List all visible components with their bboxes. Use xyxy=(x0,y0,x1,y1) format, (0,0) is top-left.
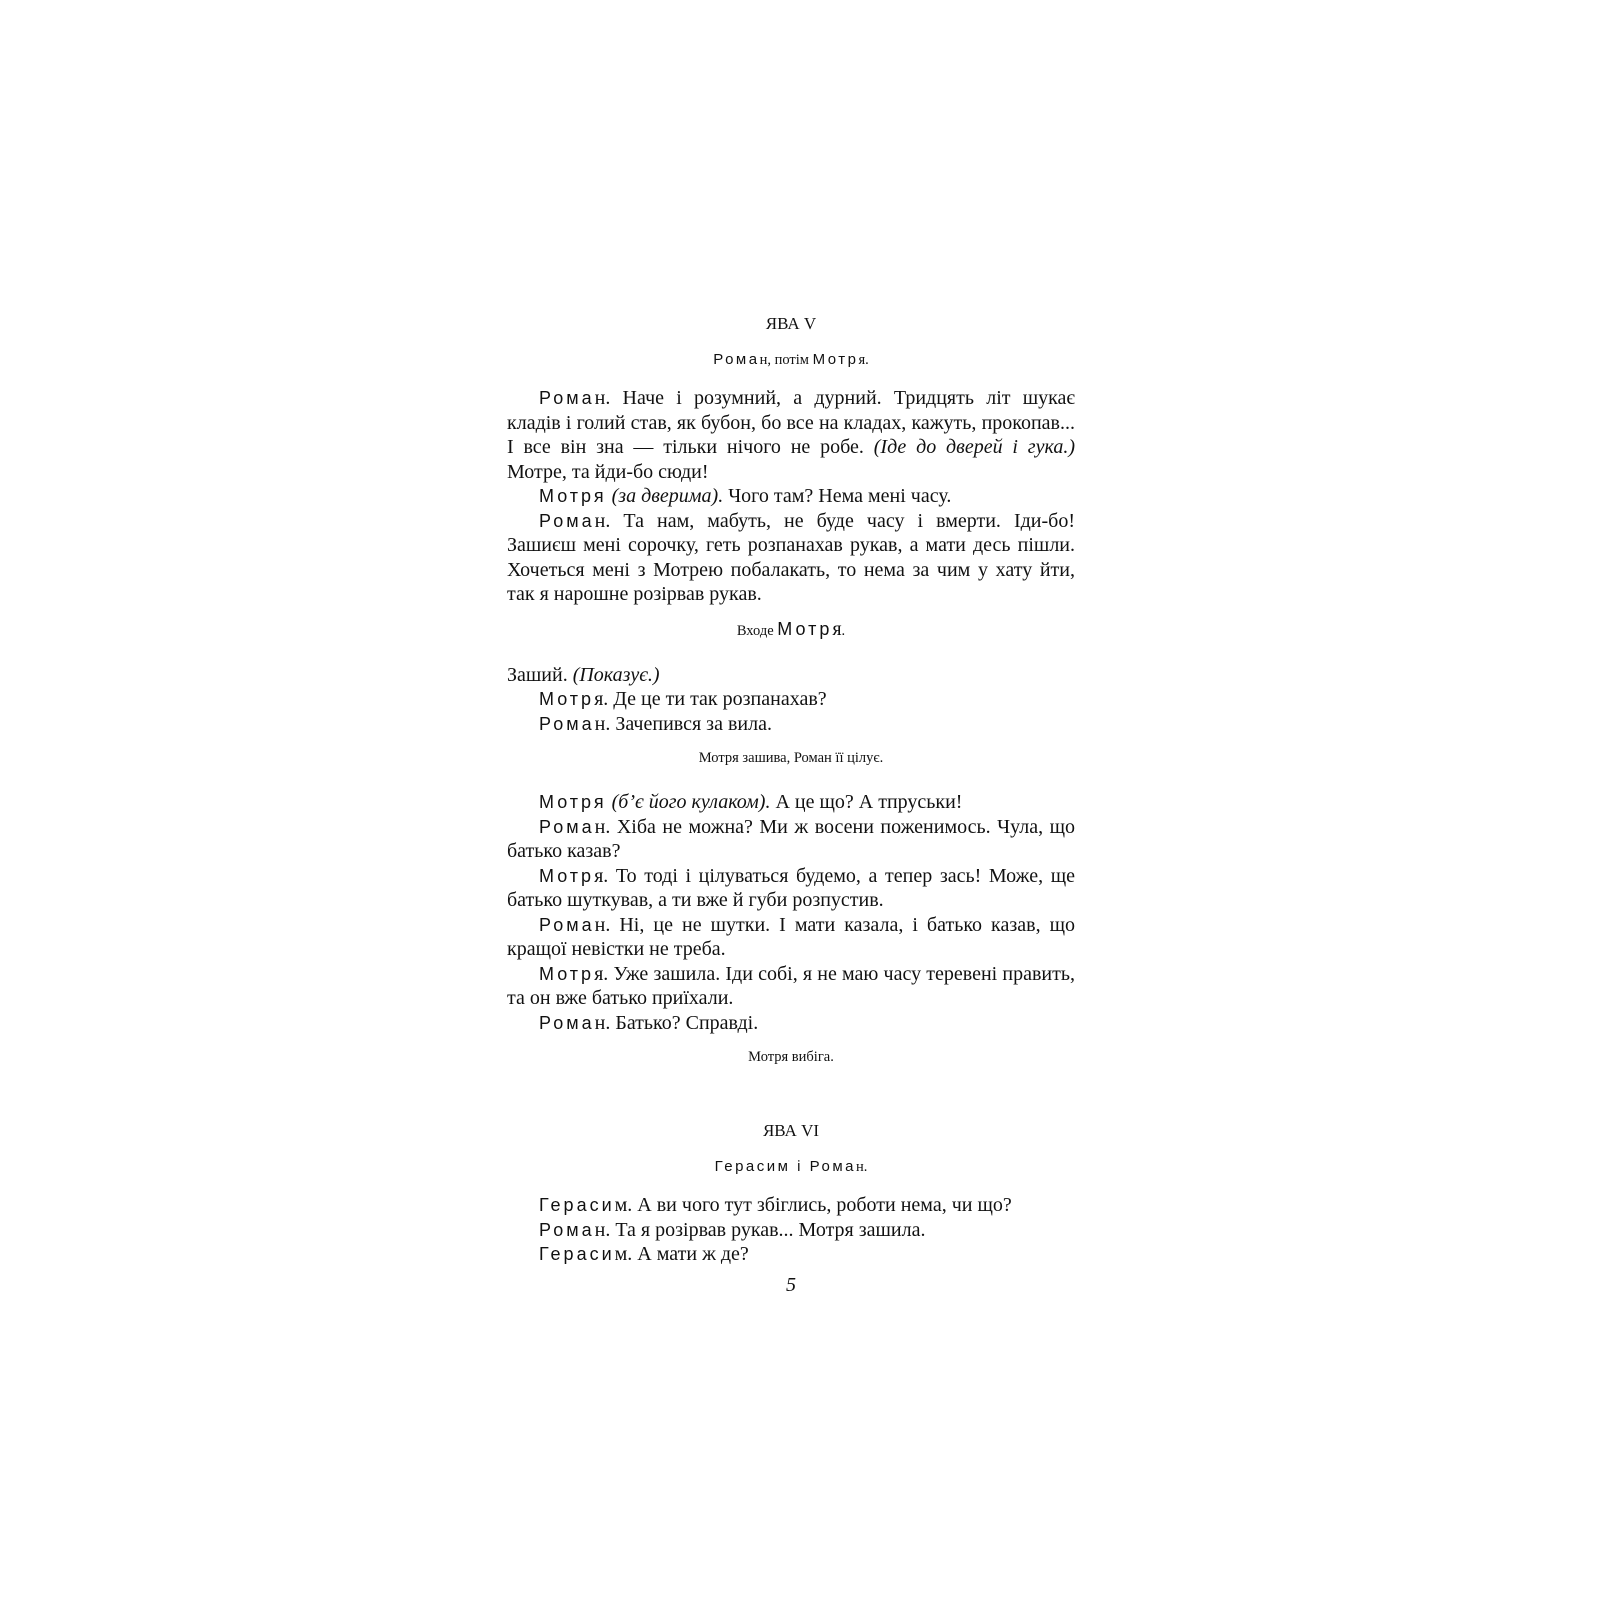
stage-direction: Мотря вибіга. xyxy=(748,1049,834,1065)
speaker-name: Герасим xyxy=(539,1194,628,1216)
speaker-name: Роман xyxy=(539,913,606,936)
speaker-name: Мотря xyxy=(539,486,607,506)
page-number: 5 xyxy=(786,1273,796,1296)
speaker-name: Роман xyxy=(539,509,606,532)
dialogue-line: Мотря (за дверима). Чого там? Нема мені часу. xyxy=(539,485,952,507)
dialogue-line: Роман. Та я розірвав рукав... Мотря зашила. xyxy=(539,1218,926,1241)
speaker-name: Роман xyxy=(539,815,606,838)
cast-list: Герасим і Роман. xyxy=(714,1158,868,1175)
dialogue-line: Роман. Наче і розумний, а дурний. Тридцять літ шукає кладів і голий став, як бубон, бо все на кладах, кажуть, прокопав... І все він зна — тільки нічого не робе. (Іде до дверей і гука.) Мотре, та йди-бо сюди! xyxy=(507,387,1076,483)
speaker-name: Герасим xyxy=(714,1158,791,1175)
dialogue-line: Роман. Хіба не можна? Ми ж восени поженимось. Чула, що батько казав? xyxy=(507,815,1075,862)
speaker-name: Герасим xyxy=(539,1243,628,1265)
stage-remark: (Іде до дверей і гука.) xyxy=(873,436,1076,458)
speaker-name: Роман xyxy=(539,1218,606,1241)
speaker-name: Роман xyxy=(809,1158,864,1175)
stage-direction: Входе Мотря. xyxy=(736,617,846,640)
speaker-name: Мотря xyxy=(539,864,604,887)
dialogue-line: Мотря (б’є його кулаком). А це що? А тпруськи! xyxy=(539,791,963,813)
speaker-name: Мотря xyxy=(539,688,604,710)
dialogue-line: Мотря. Де це ти так розпанахав? xyxy=(539,688,827,710)
dialogue-line: Герасим. А ви чого тут збіглись, роботи нема, чи що? xyxy=(539,1194,1012,1216)
speaker-name: Роман xyxy=(539,1011,606,1034)
dialogue-line: Мотря. То тоді і цілуваться будемо, а тепер зась! Може, ще батько шуткував, а ти вже й губи розпустив. xyxy=(507,864,1075,911)
stage-direction: Мотря зашива, Роман її цілує. xyxy=(698,750,884,766)
dialogue-line: Роман. Ні, це не шутки. І мати казала, і батько казав, що кращої невістки не треба. xyxy=(507,913,1075,960)
speaker-name: Мотря xyxy=(539,962,604,985)
dialogue-line: Роман. Батько? Справді. xyxy=(539,1011,759,1034)
cast-list: Роман, потім Мотря. xyxy=(713,351,869,368)
stage-remark: (Показує.) xyxy=(572,663,660,686)
scene-title: ЯВА VI xyxy=(762,1121,820,1140)
stage-remark: (б’є його кулаком). xyxy=(606,791,771,813)
speaker-name: Роман xyxy=(539,712,606,735)
scene-title: ЯВА V xyxy=(765,314,817,333)
stage-remark: (за дверима). xyxy=(606,485,724,507)
speaker-name: Роман xyxy=(713,351,768,368)
dialogue-line: Герасим. А мати ж де? xyxy=(539,1243,749,1265)
speaker-name: Мотря xyxy=(777,617,842,640)
speaker-name: Роман xyxy=(539,387,606,409)
dialogue-line: Роман. Та нам, мабуть, не буде часу і вмерти. Іди-бо! Зашиєш мені сорочку, геть розпанахав рукав, а мати десь пішли. Хочеться мені з Мотрею побалакать, то нема за чим у хату йти, так я нарошне розірвав рукав. xyxy=(507,509,1075,605)
dialogue-line: Мотря. Уже зашила. Іди собі, я не маю часу теревені править, та он вже батько приїхали. xyxy=(507,962,1075,1009)
page-body xyxy=(507,300,1075,1297)
dialogue-line: Роман. Зачепився за вила. xyxy=(539,712,772,735)
speaker-name: Мотря xyxy=(539,792,607,812)
dialogue-line: Заший. (Показує.) xyxy=(507,663,660,686)
speaker-name: Мотря xyxy=(812,351,866,368)
